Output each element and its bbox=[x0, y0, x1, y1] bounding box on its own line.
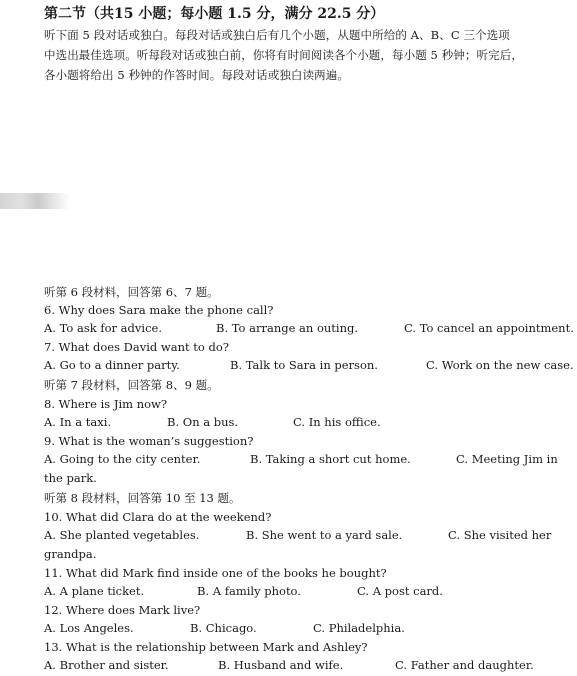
question-6-option-c[interactable]: C. To cancel an appointment. bbox=[404, 321, 574, 335]
question-11-option-a[interactable]: A. A plane ticket. bbox=[44, 584, 145, 598]
question-8-option-a[interactable]: A. In a taxi. bbox=[44, 415, 112, 429]
group-instruction-8: 听第 8 段材料，回答第 10 至 13 题。 bbox=[44, 491, 241, 505]
question-10-stem: 10. What did Clara do at the weekend? bbox=[44, 510, 272, 524]
question-13-option-c[interactable]: C. Father and daughter. bbox=[395, 658, 534, 672]
question-9-option-b[interactable]: B. Taking a short cut home. bbox=[250, 452, 411, 466]
question-10-option-c-continued: grandpa. bbox=[44, 547, 97, 561]
question-9-option-c-continued: the park. bbox=[44, 471, 97, 485]
section-heading: 第二节（共15 小题；每小题 1.5 分，满分 22.5 分） bbox=[44, 6, 385, 22]
question-10-option-b[interactable]: B. She went to a yard sale. bbox=[246, 528, 403, 542]
question-9-stem: 9. What is the woman’s suggestion? bbox=[44, 434, 254, 448]
question-11-stem: 11. What did Mark find inside one of the books he bought? bbox=[44, 566, 387, 580]
question-12-stem: 12. Where does Mark live? bbox=[44, 603, 201, 617]
question-7-option-b[interactable]: B. Talk to Sara in person. bbox=[230, 358, 378, 372]
question-10-option-c[interactable]: C. She visited her bbox=[448, 528, 552, 542]
question-13-option-b[interactable]: B. Husband and wife. bbox=[218, 658, 344, 672]
question-8-option-b[interactable]: B. On a bus. bbox=[167, 415, 239, 429]
question-6-stem: 6. Why does Sara make the phone call? bbox=[44, 303, 274, 317]
question-9-option-a[interactable]: A. Going to the city center. bbox=[44, 452, 201, 466]
question-6-option-a[interactable]: A. To ask for advice. bbox=[44, 321, 162, 335]
question-8-option-c[interactable]: C. In his office. bbox=[293, 415, 381, 429]
question-6-option-b[interactable]: B. To arrange an outing. bbox=[216, 321, 359, 335]
question-12-option-b[interactable]: B. Chicago. bbox=[190, 621, 257, 635]
question-8-stem: 8. Where is Jim now? bbox=[44, 397, 168, 411]
instruction-line: 听下面 5 段对话或独白。每段对话或独白后有几个小题，从题中所给的 A、B、C 三个选项 bbox=[44, 28, 510, 42]
question-13-option-a[interactable]: A. Brother and sister. bbox=[44, 658, 169, 672]
question-9-option-c[interactable]: C. Meeting Jim in bbox=[456, 452, 558, 466]
instruction-line: 中选出最佳选项。听每段对话或独白前，你将有时间阅读各个小题，每小题 5 秒钟；听完后， bbox=[44, 48, 523, 62]
question-13-stem: 13. What is the relationship between Mark and Ashley? bbox=[44, 640, 368, 654]
question-7-stem: 7. What does David want to do? bbox=[44, 340, 229, 354]
question-7-option-c[interactable]: C. Work on the new case. bbox=[426, 358, 574, 372]
group-instruction-6: 听第 6 段材料，回答第 6、7 题。 bbox=[44, 285, 219, 299]
instruction-line: 各小题将给出 5 秒钟的作答时间。每段对话或独白读两遍。 bbox=[44, 68, 349, 82]
question-12-option-a[interactable]: A. Los Angeles. bbox=[44, 621, 134, 635]
question-11-option-b[interactable]: B. A family photo. bbox=[197, 584, 301, 598]
question-12-option-c[interactable]: C. Philadelphia. bbox=[313, 621, 405, 635]
question-7-option-a[interactable]: A. Go to a dinner party. bbox=[44, 358, 180, 372]
question-11-option-c[interactable]: C. A post card. bbox=[357, 584, 443, 598]
group-instruction-7: 听第 7 段材料，回答第 8、9 题。 bbox=[44, 378, 219, 392]
question-10-option-a[interactable]: A. She planted vegetables. bbox=[44, 528, 200, 542]
blurred-smudge bbox=[0, 193, 70, 209]
